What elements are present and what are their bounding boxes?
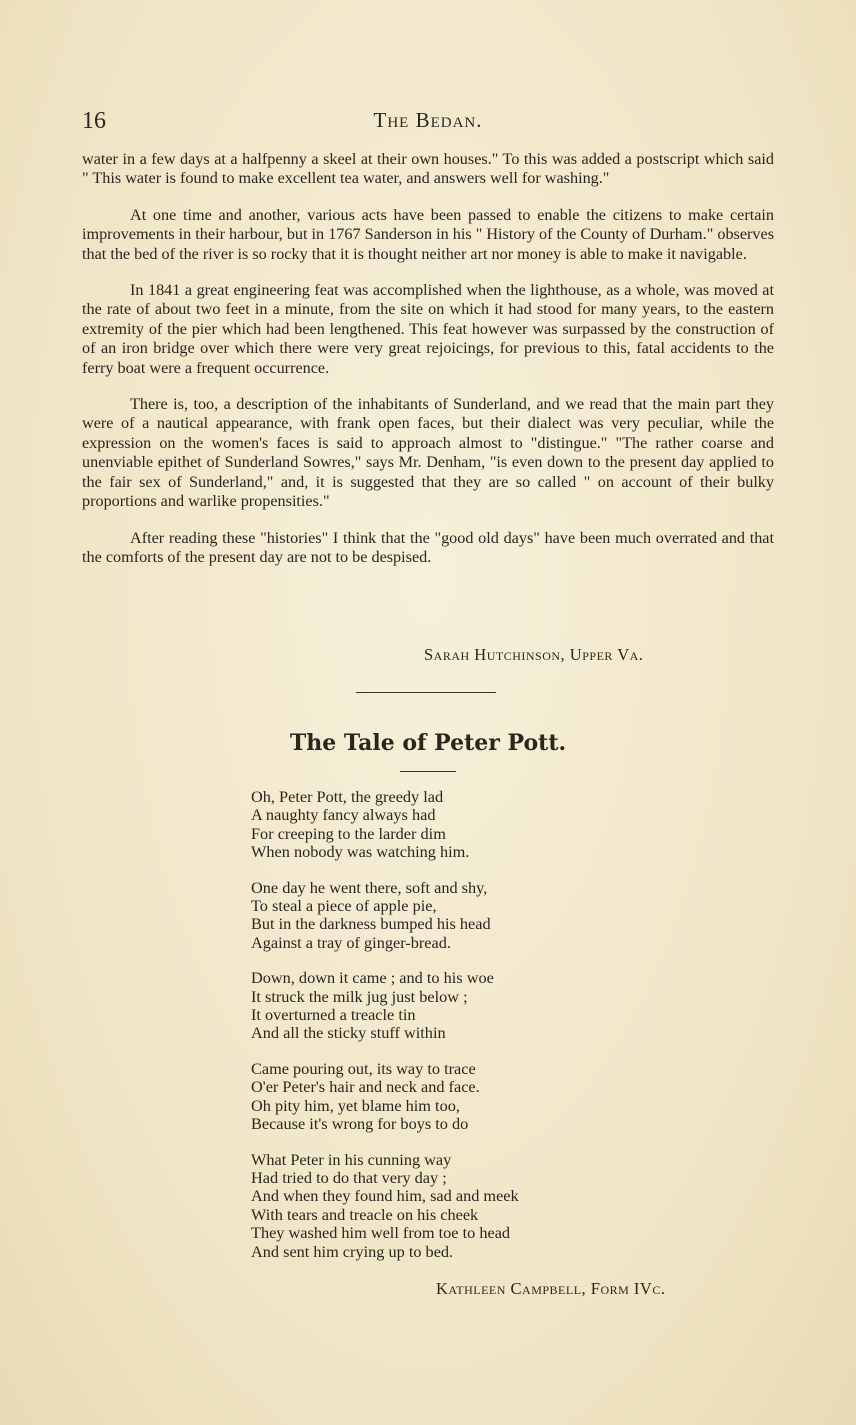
poem-body <box>251 788 519 1278</box>
stanza <box>251 879 519 953</box>
poem-line: Oh, Peter Pott, the greedy lad <box>251 787 444 806</box>
stanza <box>251 1060 519 1134</box>
paragraph: After reading these "histories" I think that the "good old days" have been much overrated and that the comforts of the present day are not to be despised. <box>82 528 774 566</box>
stanza <box>251 969 519 1043</box>
poem-line: For creeping to the larder dim <box>251 823 446 843</box>
poem-line: One day he went there, soft and shy, <box>251 877 488 897</box>
poem-line: What Peter in his cunning way <box>251 1149 452 1169</box>
poem-line: Oh pity him, yet blame him too, <box>251 1095 460 1115</box>
stanza <box>251 788 519 862</box>
poem-line: But in the darkness bumped his head <box>251 914 491 934</box>
poem-title: The Tale of Peter Pott. <box>289 730 567 756</box>
poem-line: Had tried to do that very day ; <box>251 1167 447 1187</box>
poem-line: With tears and treacle on his cheek <box>251 1204 479 1224</box>
poem-line: It struck the milk jug just below ; <box>251 986 468 1006</box>
poem-line: A naughty fancy always had <box>251 805 436 825</box>
page-number: 16 <box>82 108 106 134</box>
poem-line: And all the sticky stuff within <box>251 1023 446 1043</box>
poem-line: It overturned a treacle tin <box>251 1005 416 1025</box>
poem-line: They washed him well from toe to head <box>251 1223 511 1243</box>
poem-line: Because it's wrong for boys to do <box>251 1114 469 1134</box>
poem-line: When nobody was watching him. <box>251 842 470 862</box>
poem-line: And when they found him, sad and meek <box>251 1186 519 1206</box>
poem-line: And sent him crying up to bed. <box>251 1241 454 1261</box>
poem-line: O'er Peter's hair and neck and face. <box>251 1077 480 1097</box>
paragraph: water in a few days at a halfpenny a skeel at their own houses." To this was added a postscript which said " This water is found to make excellent tea water, and answers well for washing." <box>82 150 774 188</box>
article-body <box>82 150 774 584</box>
article-signature: Sarah Hutchinson, Upper Va. <box>424 645 644 664</box>
title-underline <box>400 771 456 772</box>
poem-line: Against a tray of ginger-bread. <box>251 932 451 952</box>
section-divider <box>356 692 496 693</box>
paragraph: At one time and another, various acts have been passed to enable the citizens to make certain improvements in their harbour, but in 1767 Sanderson in his " History of the County of Durham." observes that the bed of the river is so rocky that it is thought neither art nor money is able to make it navigable. <box>82 205 774 263</box>
poem-line: To steal a piece of apple pie, <box>251 896 437 916</box>
poem-line: Down, down it came ; and to his woe <box>251 968 494 988</box>
running-head: The Bedan. <box>373 108 483 132</box>
paragraph: In 1841 a great engineering feat was accomplished when the lighthouse, as a whole, was moved at the rate of about two feet in a minute, from the site on which it had stood for many years, to the eastern extremity of the pier which had been lengthened. This feat however was surpassed by the construction of of an iron bridge over which there were very great rejoicings, for previous to this, fatal accidents to the ferry boat were a frequent occurrence. <box>82 281 774 377</box>
stanza <box>251 1151 519 1261</box>
poem-line: Came pouring out, its way to trace <box>251 1058 476 1078</box>
poem-author: Kathleen Campbell, Form IVc. <box>436 1279 666 1298</box>
paragraph: There is, too, a description of the inhabitants of Sunderland, and we read that the main part they were of a nautical appearance, with frank open faces, but their dialect was very peculiar, while the expression on the women's faces is said to approach almost to "distingue." "The rather coarse and unenviable epithet of Sunderland Sowres," says Mr. Denham, "is even down to the present day applied to the fair sex of Sunderland," and, it is suggested that they are so called " on account of their bulky proportions and warlike propensities." <box>82 395 774 511</box>
